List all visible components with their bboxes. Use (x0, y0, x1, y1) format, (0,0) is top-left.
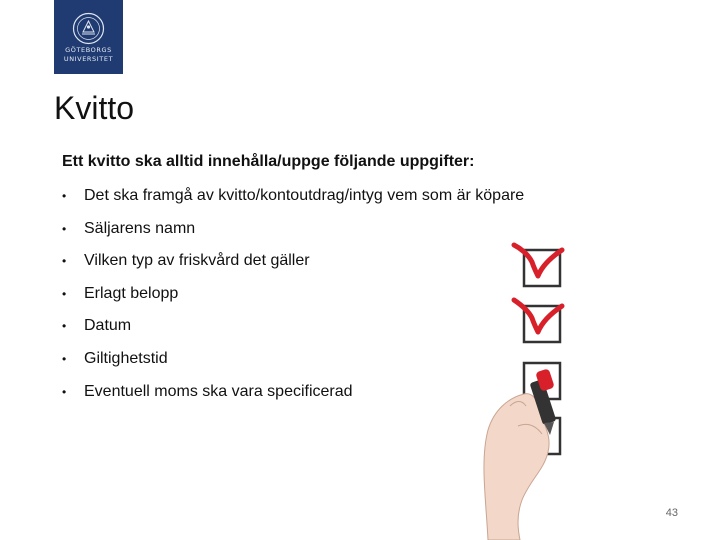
list-item (62, 316, 524, 349)
bullet-dot: • (62, 319, 67, 334)
intro-text: Ett kvitto ska alltid innehålla/uppge följande uppgifter: (62, 153, 475, 170)
university-logo (54, 0, 123, 74)
list-item (62, 186, 524, 219)
checklist-illustration (458, 230, 658, 540)
hand-with-pen (484, 368, 556, 540)
list-item (62, 349, 524, 382)
bullet-text: Eventuell moms ska vara specificerad (84, 382, 353, 400)
bullet-dot: • (62, 221, 67, 236)
bullet-text: Erlagt belopp (84, 284, 179, 302)
logo-text-line1: GÖTEBORGS (65, 46, 112, 54)
list-item (62, 382, 524, 415)
bullet-dot: • (62, 189, 67, 203)
bullet-dot: • (62, 384, 67, 399)
bullet-list (62, 186, 524, 414)
university-seal-icon (72, 12, 105, 45)
bullet-dot: • (62, 286, 67, 301)
logo-text-line2: UNIVERSITET (63, 55, 114, 63)
bullet-dot: • (62, 254, 67, 269)
bullet-text: Datum (84, 317, 132, 335)
list-item (62, 284, 524, 317)
bullet-text: Säljarens namn (84, 219, 196, 237)
bullet-text: Giltighetstid (84, 349, 168, 367)
bullet-text: Det ska framgå av kvitto/kontoutdrag/intyg vem som är köpare (84, 187, 525, 204)
bullet-text: Vilken typ av friskvård det gäller (84, 252, 310, 270)
list-item (62, 219, 524, 252)
list-item (62, 251, 524, 284)
bullet-dot: • (62, 351, 67, 366)
slide-title: Kvitto (54, 90, 135, 126)
page-number: 43 (665, 507, 678, 519)
